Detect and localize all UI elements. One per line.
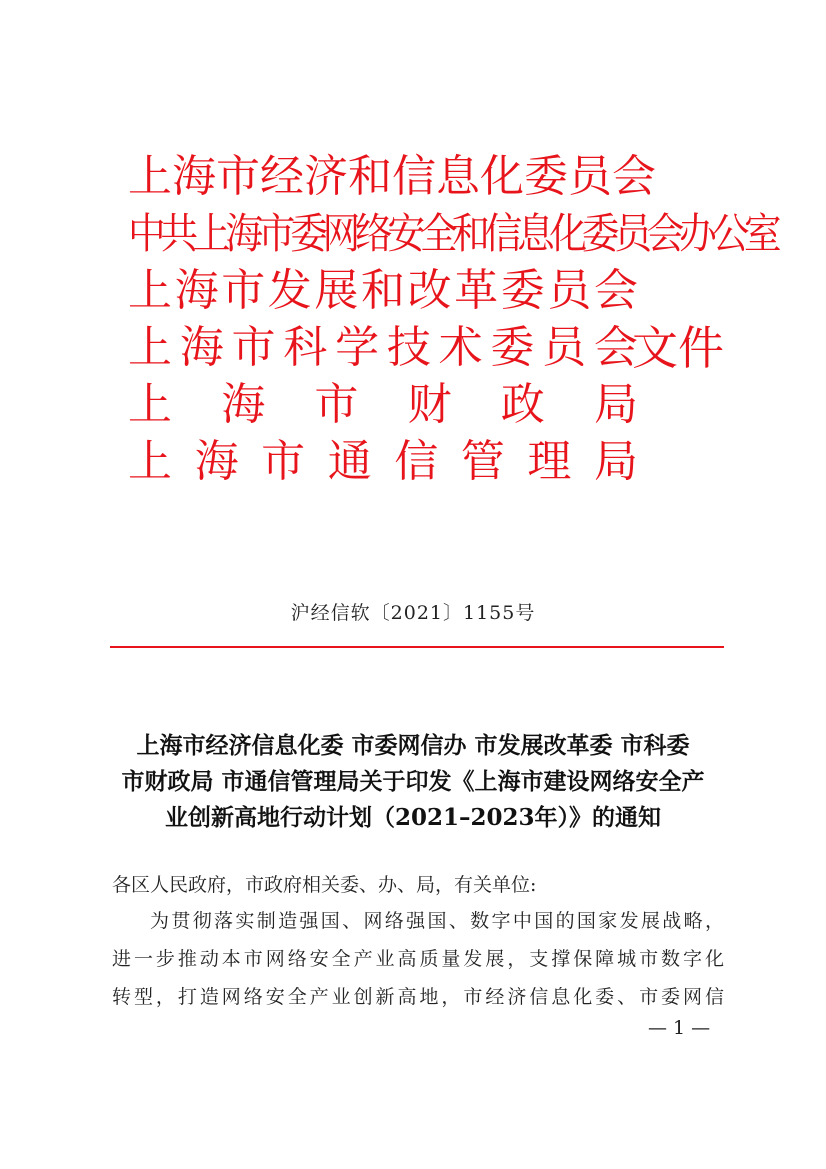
issuer-char: 市 xyxy=(231,322,276,373)
issuer-char: 和 xyxy=(360,265,405,316)
issuer-char: 理 xyxy=(527,436,572,487)
issuer-char: 政 xyxy=(500,379,545,430)
issuer-char: 通 xyxy=(327,436,372,487)
issuer-char: 化 xyxy=(549,209,582,258)
issuer-char: 员 xyxy=(542,322,587,373)
issuer-char: 全 xyxy=(419,209,453,258)
issuer-char: 上 xyxy=(192,209,226,258)
issuer-char: 上 xyxy=(128,151,172,202)
issuer-char: 术 xyxy=(438,322,483,373)
issuer-char: 海 xyxy=(174,265,219,316)
issuer-line xyxy=(128,148,656,205)
issuer-text xyxy=(128,262,638,319)
issuer-char: 委 xyxy=(490,322,535,373)
issuer-char: 信 xyxy=(484,209,517,258)
issuer-text xyxy=(128,376,638,433)
notice-title xyxy=(100,728,726,836)
issuer-char: 市 xyxy=(221,265,266,316)
issuer-char: 经 xyxy=(260,151,304,202)
body-line: 转型，打造网络安全产业创新高地，市经济信息化委、市委网信 xyxy=(112,986,724,1008)
issuer-char: 和 xyxy=(348,151,392,202)
issuer-line xyxy=(128,319,638,376)
issuer-line xyxy=(128,376,638,433)
issuer-char: 共 xyxy=(160,209,193,258)
issuer-char: 革 xyxy=(454,265,499,316)
issuer-char: 员 xyxy=(614,209,647,258)
body-line: 进一步推动本市网络安全产业高质量发展，支撑保障城市数字化 xyxy=(112,948,724,970)
issuer-char: 海 xyxy=(172,151,216,202)
issuer-char: 海 xyxy=(179,322,224,373)
issuer-char: 中 xyxy=(128,209,161,258)
document-number: 沪经信软〔2021〕1155号 xyxy=(290,602,536,624)
issuer-char: 市 xyxy=(216,151,260,202)
issuer-char: 委 xyxy=(500,265,545,316)
issuer-char: 公 xyxy=(711,209,744,258)
issuer-char: 化 xyxy=(480,151,524,202)
issuer-char: 会 xyxy=(593,322,638,373)
issuer-text xyxy=(128,319,638,376)
issuer-char: 上 xyxy=(128,265,172,316)
salutation: 各区人民政府，市政府相关委、办、局，有关单位: xyxy=(112,874,537,896)
issuer-char: 科 xyxy=(283,322,328,373)
issuer-char: 室 xyxy=(743,209,777,258)
issuer-char: 息 xyxy=(436,151,480,202)
issuer-char: 海 xyxy=(194,436,239,487)
issuer-line xyxy=(128,433,638,490)
issuer-char: 会 xyxy=(593,265,638,316)
issuer-char: 委 xyxy=(290,209,323,258)
issuer-char: 济 xyxy=(304,151,348,202)
issuer-text xyxy=(128,148,656,205)
title-line: 业创新高地行动计划（2021–2023年）》的通知 xyxy=(164,804,662,831)
issuer-char: 员 xyxy=(568,151,612,202)
issuer-char: 信 xyxy=(394,436,439,487)
issuer-char: 安 xyxy=(387,209,420,258)
issuer-char: 上 xyxy=(128,322,172,373)
title-line: 市财政局 市通信管理局关于印发《上海市建设网络安全产 xyxy=(121,768,705,795)
issuer-char: 上 xyxy=(128,379,172,430)
title-line: 上海市经济信息化委 市委网信办 市发展改革委 市科委 xyxy=(136,732,690,759)
issuer-char: 局 xyxy=(593,379,638,430)
issuer-char: 员 xyxy=(547,265,592,316)
issuer-char: 办 xyxy=(679,209,712,258)
issuer-char: 委 xyxy=(524,151,568,202)
issuer-char: 网 xyxy=(322,209,355,258)
issuer-char: 展 xyxy=(314,265,359,316)
issuer-char: 学 xyxy=(335,322,380,373)
document-suffix: 文件 xyxy=(632,321,724,375)
body-paragraph xyxy=(112,902,724,1016)
issuer-char: 会 xyxy=(612,151,656,202)
issuer-char: 发 xyxy=(267,265,312,316)
issuer-char: 息 xyxy=(516,209,550,258)
issuer-char: 管 xyxy=(460,436,505,487)
issuer-line xyxy=(128,205,777,262)
issuer-char: 上 xyxy=(128,436,172,487)
page-number: — 1 — xyxy=(648,1017,711,1039)
issuer-char: 海 xyxy=(221,379,266,430)
body-line: 为贯彻落实制造强国、网络强国、数字中国的国家发展战略， xyxy=(150,910,724,932)
issuer-char: 市 xyxy=(257,209,291,258)
issuer-char: 市 xyxy=(261,436,306,487)
issuer-char: 委 xyxy=(581,209,615,258)
issuer-char: 海 xyxy=(225,209,258,258)
issuer-char: 络 xyxy=(354,209,388,258)
issuer-char: 信 xyxy=(392,151,436,202)
red-divider-line xyxy=(110,646,724,648)
issuer-char: 改 xyxy=(407,265,452,316)
issuer-text xyxy=(128,433,638,490)
issuer-char: 会 xyxy=(646,209,680,258)
issuer-char: 技 xyxy=(386,322,431,373)
issuer-char: 和 xyxy=(452,209,485,258)
issuer-char: 财 xyxy=(407,379,452,430)
issuer-text xyxy=(128,205,777,262)
issuer-char: 市 xyxy=(314,379,359,430)
issuer-line xyxy=(128,262,638,319)
issuer-char: 局 xyxy=(593,436,638,487)
